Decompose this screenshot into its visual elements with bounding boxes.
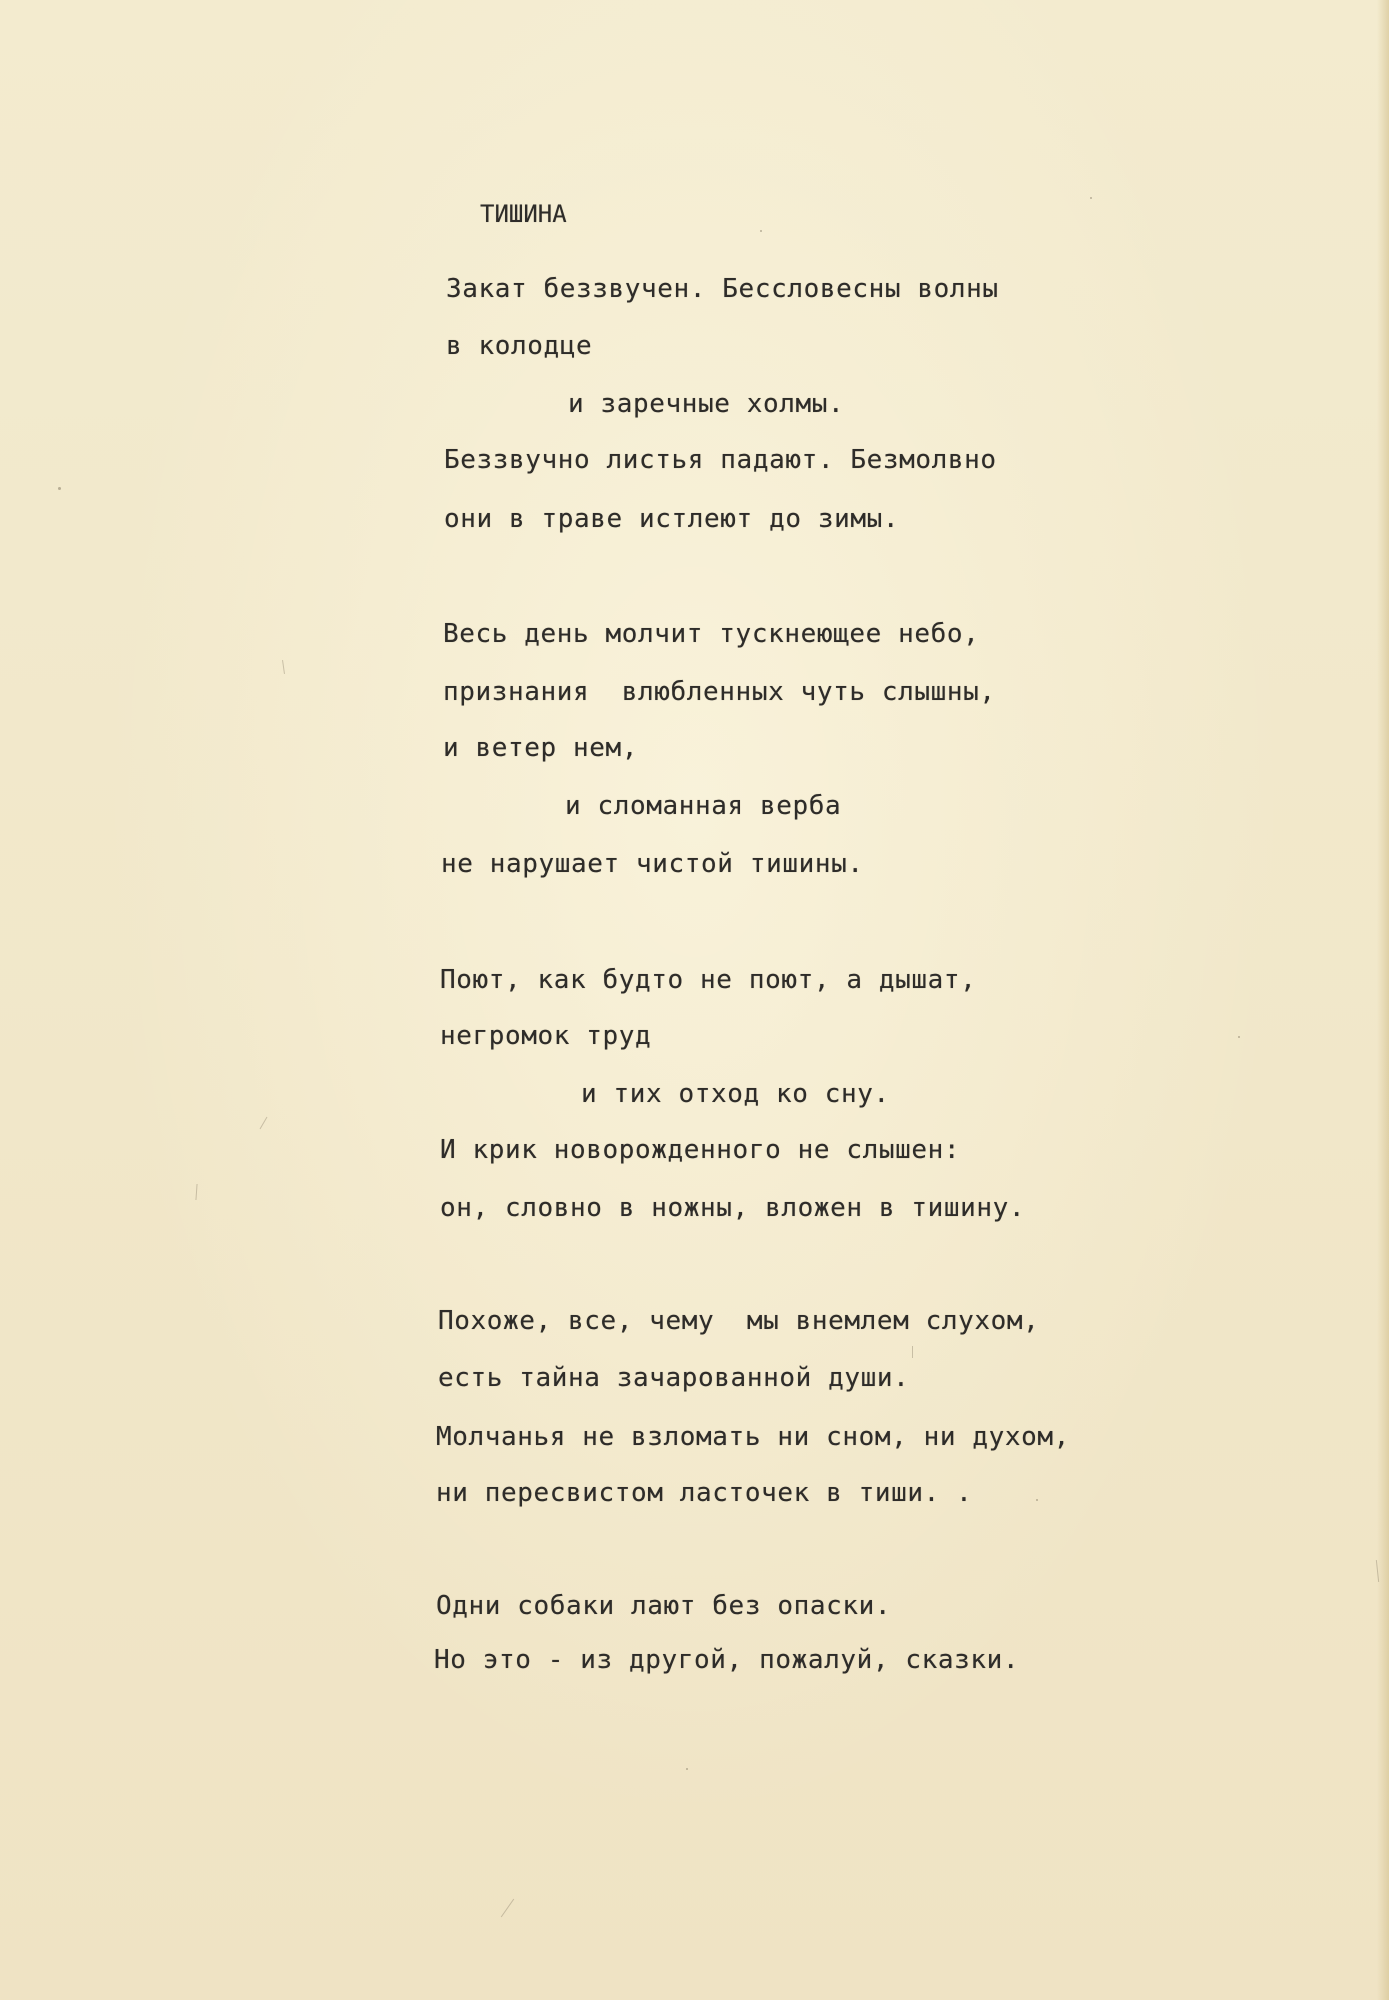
poem-line: Поют, как будто не поют, а дышат,	[440, 965, 977, 995]
poem-line: не нарушает чистой тишины.	[441, 849, 864, 879]
poem-line: Но это - из другой, пожалуй, сказки.	[434, 1645, 1020, 1675]
poem-line: Беззвучно листья падают. Безмолвно	[444, 445, 997, 475]
poem-line: в колодце	[446, 331, 593, 361]
poem-line: и ветер нем,	[443, 733, 639, 763]
poem-line: есть тайна зачарованной души.	[438, 1363, 910, 1393]
poem-line: Одни собаки лают без опаски.	[436, 1591, 892, 1621]
poem-line: и сломанная верба	[565, 791, 842, 821]
poem-line: Похоже, все, чему мы внемлем слухом,	[438, 1306, 1040, 1336]
poem-line: Закат беззвучен. Бессловесны волны	[446, 274, 999, 304]
poem-line: ни пересвистом ласточек в тиши. .	[436, 1478, 973, 1508]
poem-line: и заречные холмы.	[568, 389, 845, 419]
poem-line: они в траве истлеют до зимы.	[444, 504, 900, 534]
poem-line: Молчанья не взломать ни сном, ни духом,	[436, 1422, 1070, 1452]
poem-title: ТИШИНА	[480, 200, 567, 228]
poem-line: И крик новорожденного не слышен:	[440, 1135, 961, 1165]
poem-line: негромок труд	[440, 1021, 652, 1051]
poem-line: Весь день молчит тускнеющее небо,	[443, 619, 980, 649]
poem-line: он, словно в ножны, вложен в тишину.	[440, 1193, 1026, 1223]
poem-line: признания влюбленных чуть слышны,	[443, 677, 996, 707]
poem-line: и тих отход ко сну.	[581, 1079, 890, 1109]
